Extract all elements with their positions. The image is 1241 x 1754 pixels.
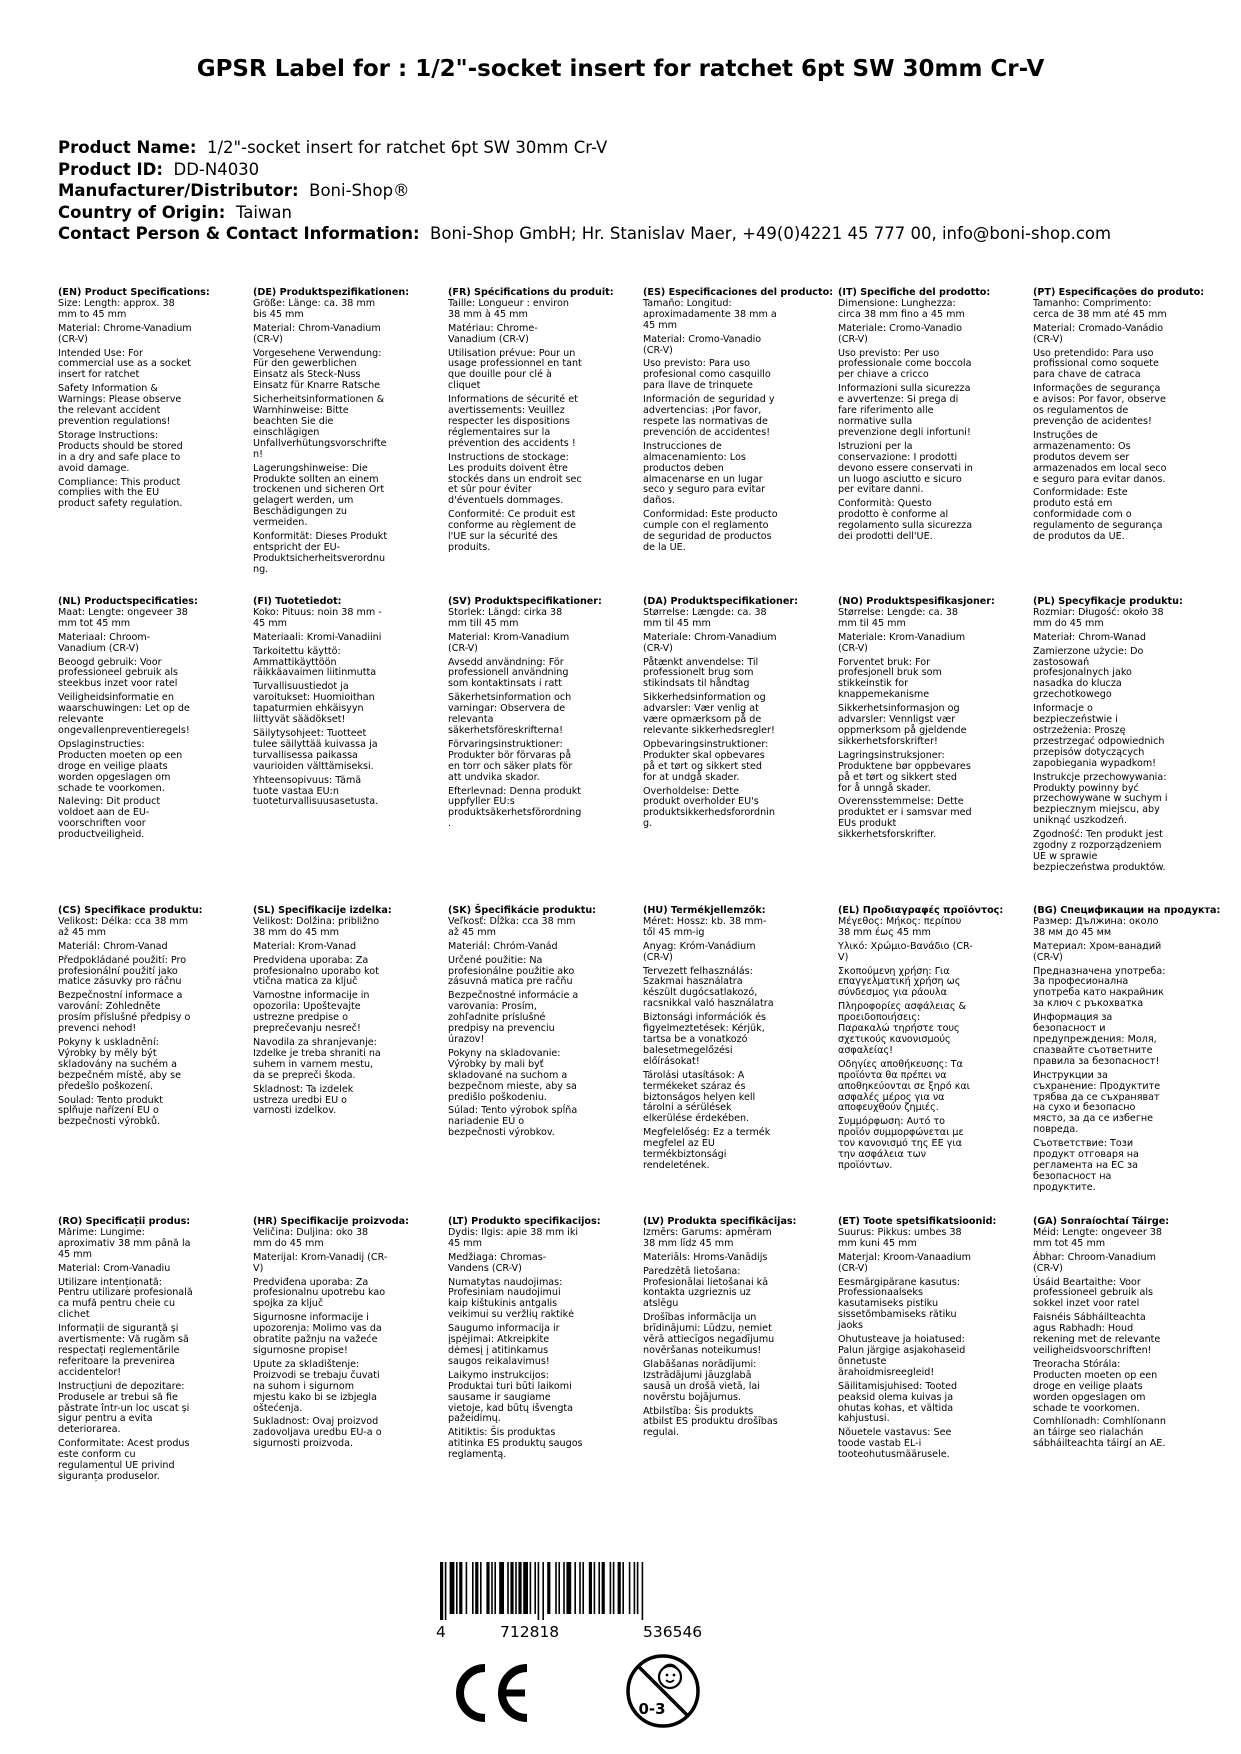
- spec-text: Intended Use: For commercial use as a socket insert for ratchet: [58, 347, 191, 381]
- spec-heading: (FI) Tuotetiedot:: [253, 596, 342, 607]
- spec-text: Uso pretendido: Para uso profissional como soquete para chave de catraca: [1033, 347, 1159, 381]
- spec-text: Materiaali: Kromi-Vanadiini: [253, 631, 382, 643]
- spec-block: [58, 1217, 193, 1486]
- spec-block: [448, 596, 602, 833]
- spec-heading: (PL) Specyfikacje produktu:: [1033, 596, 1183, 607]
- barcode-bar: [629, 1562, 631, 1614]
- spec-text: Sigurnosne informacije i upozorenja: Molimo vas da obratite pažnju na važeće sigurnosne propise!: [253, 1312, 382, 1356]
- spec-text: Material: Chrome-Vanadium (CR-V): [58, 322, 192, 345]
- spec-text: Predvidena uporaba: Za profesionalno uporabo kot vtična matica za ključ: [253, 954, 379, 988]
- barcode-bar: [518, 1562, 521, 1614]
- spec-text: Pokyny na skladovanie: Výrobky by mali byť skladované na suchom a bezpečnom mieste, aby sa predišlo poškodeniu.: [448, 1047, 577, 1103]
- spec-heading: (NO) Produktspesifikasjoner:: [838, 596, 995, 607]
- barcode-left-digits: 712818: [500, 1623, 560, 1641]
- spec-text: Sicherheitsinformationen & Warnhinweise: Bitte beachten Sie die einschlägigen Unfallverhütungsvorschriften!: [253, 394, 387, 460]
- spec-text: Size: Length: approx. 38 mm to 45 mm: [58, 297, 175, 320]
- spec-block: [253, 905, 392, 1120]
- spec-text: Beoogd gebruik: Voor professioneel gebruik als steekbus inzet voor ratel: [58, 656, 179, 690]
- contact-value: Boni-Shop GmbH; Hr. Stanislav Maer, +49(0)4221 45 777 00, info@boni-shop.com: [430, 224, 1112, 243]
- spec-text: Treoracha Stórála: Producten moeten op een droge en veilige plaats worden opgeslagen om schade te voorkomen.: [1033, 1358, 1158, 1414]
- spec-text: Opbevaringsinstruktioner: Produkter skal opbevares på et tørt og sikkert sted for at undgå skader.: [643, 738, 769, 783]
- spec-text: Informações de segurança e avisos: Por favor, observe os regulamentos de prevenção de acidentes!: [1033, 383, 1166, 427]
- spec-text: Méret: Hossz: kb. 38 mm-től 45 mm-ig: [643, 915, 767, 938]
- country-row: [58, 202, 1111, 224]
- barcode-bar: [459, 1562, 462, 1614]
- spec-text: Izmērs: Garums: apmēram 38 mm līdz 45 mm: [643, 1226, 772, 1249]
- barcode-bar: [555, 1562, 557, 1614]
- manufacturer-label: Manufacturer/Distributor:: [58, 181, 299, 200]
- spec-text: Safety Information & Warnings: Please observe the relevant accident prevention regulations!: [58, 383, 182, 427]
- spec-text: Conformità: Questo prodotto è conforme al regolamento sulla sicurezza dei prodotti dell'UE.: [838, 498, 973, 543]
- spec-text: Instrucțiuni de depozitare: Produsele ar trebui să fie păstrate într-un loc uscat și sigur pentru a evita deteriorarea.: [58, 1380, 190, 1436]
- barcode-bar: [534, 1562, 536, 1614]
- spec-text: Materiál: Chrom-Vanad: [58, 940, 168, 952]
- ce-mark-icon: [451, 1662, 533, 1724]
- spec-text: Größe: Länge: ca. 38 mm bis 45 mm: [253, 297, 376, 320]
- spec-text: Soulad: Tento produkt splňuje nařízení EU o bezpečnosti výrobků.: [58, 1094, 164, 1128]
- spec-block: [838, 905, 1004, 1175]
- spec-block: [838, 287, 991, 546]
- spec-text: Υλικό: Χρώμιο-Βανάδιο (CR-V): [838, 940, 973, 963]
- barcode-bar: [582, 1562, 584, 1614]
- spec-text: Συμμόρφωση: Αυτό το προϊόν συμμορφώνεται με τον κανονισμό της ΕΕ για την ασφάλεια των προϊόντων.: [838, 1116, 964, 1171]
- spec-text: Avsedd användning: För professionell användning som kontaktinsats i ratt: [448, 656, 569, 690]
- spec-text: Veľkosť: Dĺžka: cca 38 mm až 45 mm: [448, 915, 576, 938]
- spec-text: Lagerungshinweise: Die Produkte sollten an einem trockenen und sicheren Ort gelagert werden, um Beschädigungen zu vermeiden.: [253, 462, 385, 529]
- spec-text: Storlek: Längd: cirka 38 mm till 45 mm: [448, 606, 563, 629]
- barcode-right-digits: 536546: [643, 1623, 703, 1641]
- spec-text: Tamaño: Longitud: aproximadamente 38 mm a 45 mm: [643, 297, 777, 331]
- spec-text: Utilizare intenționată: Pentru utilizare profesională ca mufă pentru cheie cu clichet: [58, 1276, 193, 1321]
- barcode-bar: [579, 1562, 581, 1614]
- spec-text: Taille: Longueur : environ 38 mm à 45 mm: [448, 297, 569, 320]
- spec-text: Paredzētā lietošana: Profesionālai lietošanai kā kontakta uzgrieznis uz atslēgu: [643, 1265, 769, 1310]
- spec-text: Ohutusteave ja hoiatused: Palun järgige asjakohaseid õnnetuste ärahoidmisreegleid!: [838, 1334, 966, 1378]
- spec-text: Overensstemmelse: Dette produktet er i samsvar med EUs produkt sikkerhetsforskrifter.: [838, 796, 972, 841]
- spec-block: [1033, 905, 1221, 1197]
- spec-text: Saugumo informacija ir įspėjimai: Atkreipkite dėmesį į atitinkamus saugos reikalavimus!: [448, 1323, 560, 1367]
- spec-heading: (ET) Toote spetsifikatsioonid:: [838, 1216, 997, 1227]
- spec-heading: (LV) Produkta specifikācijas:: [643, 1216, 797, 1227]
- spec-text: Numatytas naudojimas: Profesiniam naudojimui kaip kištukinis antgalis veikimui su veržlių raktikė: [448, 1276, 575, 1321]
- spec-heading: (DE) Produktspezifikationen:: [253, 287, 410, 298]
- spec-text: Material: Cromo-Vanadio (CR-V): [643, 333, 762, 356]
- spec-text: Tamanho: Comprimento: cerca de 38 mm até 45 mm: [1033, 297, 1167, 320]
- age-range-text: 0-3: [638, 1700, 666, 1718]
- barcode-bar: [642, 1562, 644, 1620]
- spec-block: [448, 287, 614, 557]
- spec-text: Materiale: Chrom-Vanadium (CR-V): [643, 631, 777, 654]
- barcode-lead-digit: 4: [436, 1623, 446, 1641]
- spec-text: Material: Krom-Vanad: [253, 940, 357, 952]
- spec-text: Størrelse: Længde: ca. 38 mm til 45 mm: [643, 606, 767, 629]
- contact-label: Contact Person & Contact Information:: [58, 224, 420, 243]
- spec-text: Conformidad: Este producto cumple con el reglamento de seguridad de productos de la UE.: [643, 509, 778, 553]
- spec-text: Istruzioni per la conservazione: I prodotti devono essere conservati in un luogo asciutto e sicuro per evitare danni.: [838, 440, 973, 496]
- spec-text: Información de seguridad y advertencias: ¡Por favor, respete las normativas de prevención de accidentes!: [643, 394, 775, 438]
- spec-text: Materiál: Chróm-Vanád: [448, 940, 558, 952]
- spec-text: Glabāšanas norādījumi: Izstrādājumi jāuzglabā sausā un drošā vietā, lai novērstu bojājumus.: [643, 1358, 760, 1403]
- spec-block: [1033, 1217, 1168, 1453]
- spec-heading: (HR) Specifikacije proizvoda:: [253, 1216, 409, 1227]
- spec-text: Informacje o bezpieczeństwie i ostrzeżenia: Proszę przestrzegać odpowiednich przepisów dotyczących zapobiegania wypadkom!: [1033, 703, 1165, 769]
- barcode-bar: [613, 1562, 615, 1614]
- spec-text: Megfelelőség: Ez a termék megfelel az EU termékbiztonsági rendeletének.: [643, 1127, 771, 1171]
- spec-text: Съответствие: Този продукт отговаря на регламента на ЕС за безопасност на продуктите.: [1033, 1138, 1139, 1193]
- country-label: Country of Origin:: [58, 202, 226, 222]
- spec-text: Atbilstība: Šis produkts atbilst ES produktu drošības regulai.: [643, 1405, 778, 1439]
- spec-text: Upute za skladištenje: Proizvodi se trebaju čuvati na suhom i sigurnom mjestu kako bi se izbjegla oštećenja.: [253, 1358, 380, 1414]
- spec-text: Размер: Дължина: около 38 мм до 45 мм: [1033, 915, 1159, 938]
- spec-text: Medžiaga: Chromas-Vandens (CR-V): [448, 1251, 547, 1274]
- barcode: [440, 1562, 717, 1620]
- spec-text: Materiał: Chrom-Wanad: [1033, 631, 1146, 643]
- barcode-bar: [456, 1562, 458, 1614]
- spec-text: Atitiktis: Šis produktas atitinka ES produktų saugos reglamentą.: [448, 1427, 583, 1461]
- spec-text: Material: Chrom-Vanadium (CR-V): [253, 322, 381, 345]
- spec-text: Informazioni sulla sicurezza e avvertenze: Si prega di fare riferimento alle normative sulla prevenzione degli infortuni!: [838, 383, 971, 438]
- spec-text: Koko: Pituus: noin 38 mm - 45 mm: [253, 606, 382, 629]
- spec-text: Mărime: Lungime: aproximativ 38 mm până la 45 mm: [58, 1226, 191, 1260]
- spec-heading: (SL) Specifikacije izdelka:: [253, 905, 392, 916]
- barcode-bar: [594, 1562, 596, 1614]
- spec-text: Οδηγίες αποθήκευσης: Τα προϊόντα θα πρέπει να αποθηκεύονται σε ξηρό και ασφαλές μέρος για να αποφευχθούν ζημιές.: [838, 1058, 970, 1114]
- spec-block: [58, 287, 210, 513]
- spec-text: Størrelse: Lengde: ca. 38 mm til 45 mm: [838, 606, 958, 629]
- spec-heading: (DA) Produktspecifikationer:: [643, 596, 798, 607]
- spec-text: Tárolási utasítások: A termékeket száraz és biztonságos helyen kell tárolni a sérülések elkerülése érdekében.: [643, 1069, 756, 1125]
- manufacturer-value: Boni-Shop®: [309, 181, 410, 200]
- barcode-bar: [450, 1562, 455, 1614]
- spec-text: Säilitamisjuhised: Tooted peaksid olema kuivas ja ohutas kohas, et vältida kahjustusi.: [838, 1380, 958, 1425]
- spec-text: Materjal: Kroom-Vanaadium (CR-V): [838, 1251, 971, 1274]
- spec-text: Eesmärgipärane kasutus: Professionaalseks kasutamiseks pistiku sissetõmbamiseks rätiku jaoks: [838, 1276, 960, 1332]
- barcode-bar: [499, 1562, 504, 1614]
- barcode-bar: [472, 1562, 474, 1614]
- barcode-bar: [530, 1562, 532, 1614]
- spec-text: Uso previsto: Per uso professionale come boccola per chiave a cricco: [838, 347, 972, 381]
- spec-text: Μέγεθος: Μήκος: περίπου 38 mm έως 45 mm: [838, 915, 962, 938]
- spec-text: Turvallisuustiedot ja varoitukset: Huomioithan tapaturmien ehkäisyyn liittyvät säädökset!: [253, 681, 375, 726]
- spec-text: Matériau: Chrome-Vanadium (CR-V): [448, 322, 538, 345]
- spec-text: Velikost: Dolžina: približno 38 mm do 45 mm: [253, 915, 380, 938]
- spec-block: [643, 1216, 797, 1442]
- spec-heading: (RO) Specificații produs:: [58, 1216, 191, 1227]
- barcode-bar: [558, 1562, 560, 1614]
- spec-text: Comhlíonadh: Comhlíonann an táirge seo rialachán sábháilteachta táirgí an AE.: [1033, 1416, 1166, 1450]
- product-id-row: [58, 159, 1111, 181]
- not-for-children-0-3-icon: [624, 1652, 702, 1730]
- barcode-bar: [523, 1562, 528, 1614]
- barcode-bar: [445, 1562, 447, 1620]
- spec-text: Anyag: Króm-Vanádium (CR-V): [643, 940, 756, 963]
- spec-text: Tarkoitettu käyttö: Ammattikäyttöön räikkäavaimen liitinmutta: [253, 645, 377, 679]
- spec-text: Πληροφορίες ασφάλειας & προειδοποιήσεις: Παρακαλώ τηρήστε τους σχετικούς κανονισμούς ασφαλείας!: [838, 1001, 966, 1056]
- manufacturer-row: [58, 180, 1111, 202]
- spec-text: Opslaginstructies: Producten moeten op een droge en veilige plaats worden opgeslagen om schade te voorkomen.: [58, 738, 183, 794]
- spec-text: Инструкции за съхранение: Продуктите трябва да се съхраняват на сухо и безопасно място, за да се избегне повреда.: [1033, 1069, 1161, 1136]
- spec-text: Material: Krom-Vanadium (CR-V): [448, 631, 570, 654]
- spec-text: Předpokládané použití: Pro profesionální použití jako matice zásuvky pro ráčnu: [58, 954, 187, 988]
- spec-text: Material: Cromado-Vanádio (CR-V): [1033, 322, 1164, 345]
- spec-text: Информация за безопасност и предупреждения: Моля, спазвайте съответните правила за безопасност!: [1033, 1012, 1160, 1067]
- spec-heading: (HU) Termékjellemzők:: [643, 905, 766, 916]
- spec-text: Materiale: Cromo-Vanadio (CR-V): [838, 322, 963, 345]
- barcode-bar: [634, 1562, 636, 1614]
- spec-text: Méid: Lengte: ongeveer 38 mm tot 45 mm: [1033, 1226, 1163, 1249]
- spec-heading: (NL) Productspecificaties:: [58, 596, 198, 607]
- spec-text: Informations de sécurité et avertissements: Veuillez respecter les dispositions réglementaires sur la prévention des accidents !: [448, 394, 578, 449]
- spec-block: [58, 905, 203, 1131]
- spec-text: Veličina: Duljina: oko 38 mm do 45 mm: [253, 1226, 369, 1249]
- product-id-label: Product ID:: [58, 159, 163, 179]
- spec-text: Instrucciones de almacenamiento: Los productos deben almacenarse en un lugar seco y seguro para evitar daños.: [643, 440, 766, 507]
- barcode-bar: [486, 1562, 489, 1614]
- spec-text: Storage Instructions: Products should be stored in a dry and safe place to avoid damage.: [58, 429, 183, 474]
- spec-text: Предназначена употреба: За професионална употреба като накрайник за ключ с ръкохватка: [1033, 965, 1166, 1010]
- spec-text: Σκοπούμενη χρήση: Για επαγγελματική χρήση ως σύνδεσμος για ράουλα: [838, 965, 961, 999]
- spec-text: Material: Crom-Vanadiu: [58, 1262, 171, 1274]
- spec-block: [643, 906, 778, 1175]
- barcode-bar: [563, 1562, 565, 1614]
- spec-text: Säilytysohjeet: Tuotteet tulee säilyttää kuivassa ja turvallisessa paikassa vaurioiden välttämiseksi.: [253, 727, 378, 772]
- barcode-bar: [618, 1562, 621, 1614]
- spec-text: Materiale: Krom-Vanadium (CR-V): [838, 631, 966, 654]
- spec-text: Förvaringsinstruktioner: Produkter bör förvaras på en torr och säker plats för att undvika skador.: [448, 738, 573, 783]
- spec-text: Efterlevnad: Denna produkt uppfyller EU:s produktsäkerhetsförordning.: [448, 785, 582, 830]
- barcode-bar: [494, 1562, 496, 1614]
- spec-block: [253, 597, 388, 811]
- spec-text: Compliance: This product complies with the EU product safety regulation.: [58, 476, 183, 510]
- spec-text: Materiaal: Chroom-Vanadium (CR-V): [58, 631, 151, 654]
- spec-text: Určené použitie: Na profesionálne použitie ako zásuvná matica pre račňu: [448, 954, 575, 988]
- barcode-bar: [480, 1562, 482, 1614]
- spec-text: Overholdelse: Dette produkt overholder EU's produktsikkerhedsforordning.: [643, 785, 775, 830]
- barcode-bar: [475, 1562, 478, 1614]
- spec-text: Biztonsági információk és figyelmeztetések: Kérjük, tartsa be a vonatkozó balesetmegelőzési előírásokat!: [643, 1012, 766, 1067]
- barcode-bar: [574, 1562, 576, 1614]
- spec-heading: (PT) Especificações do produto:: [1033, 287, 1205, 298]
- spec-text: Vorgesehene Verwendung: Für den gewerblichen Einsatz als Steck-Nuss Einsatz für Knarre Ratsche: [253, 347, 382, 392]
- spec-text: Pokyny k uskladnění: Výrobky by měly být skladovány na suchém a bezpečném místě, aby se předešlo poškození.: [58, 1036, 182, 1092]
- barcode-bar: [589, 1562, 592, 1614]
- spec-text: Uso previsto: Para uso profesional como casquillo para llave de trinquete: [643, 358, 771, 392]
- barcode-bar: [491, 1562, 493, 1614]
- barcode-bar: [622, 1562, 624, 1614]
- spec-text: Laikymo instrukcijos: Produktai turi būti laikomi sausame ir saugiame vietoje, kad būtų išvengta pažeidimų.: [448, 1369, 574, 1425]
- spec-block: [448, 1216, 601, 1464]
- spec-text: Yhteensopivuus: Tämä tuote vastaa EU:n tuoteturvallisuusasetusta.: [253, 774, 379, 808]
- spec-text: Материал: Хром-ванадий (CR-V): [1033, 940, 1162, 963]
- spec-text: Säkerhetsinformation och varningar: Observera de relevanta säkerhetsföreskrifterna!: [448, 692, 572, 736]
- country-value: Taiwan: [235, 202, 292, 222]
- spec-heading: (ES) Especificaciones del producto:: [643, 287, 834, 298]
- page-title: GPSR Label for : 1/2"-socket insert for ratchet 6pt SW 30mm Cr-V: [196, 56, 1045, 82]
- barcode-bar: [538, 1562, 540, 1620]
- product-info: [58, 137, 1111, 245]
- spec-text: Suurus: Pikkus: umbes 38 mm kuni 45 mm: [838, 1226, 962, 1249]
- spec-text: Varnostne informacije in opozorila: Upoštevajte ustrezne predpise o preprečevanju nesreč!: [253, 990, 370, 1035]
- spec-text: Skladnost: Ta izdelek ustreza uredbi EU o varnosti izdelkov.: [253, 1083, 354, 1117]
- spec-text: Velikost: Délka: cca 38 mm až 45 mm: [58, 915, 189, 938]
- spec-heading: (EN) Product Specifications:: [58, 287, 210, 298]
- product-name-value: 1/2"-socket insert for ratchet 6pt SW 30mm Cr-V: [206, 138, 608, 157]
- contact-row: [58, 223, 1111, 245]
- spec-heading: (EL) Προδιαγραφές προϊόντος:: [838, 905, 1004, 916]
- spec-block: [838, 1216, 997, 1464]
- barcode-bar: [515, 1562, 517, 1614]
- spec-block: [58, 596, 198, 844]
- product-name-row: [58, 137, 1111, 159]
- spec-text: Lagringsinstruksjoner: Produktene bør oppbevares på et tørt og sikkert sted for å unngå skader.: [838, 749, 971, 794]
- barcode-bar: [602, 1562, 605, 1614]
- spec-heading: (BG) Спецификации на продукта:: [1033, 905, 1221, 916]
- spec-text: Bezpečnostní informace a varování: Zohledněte prosím příslušné předpisy o prevenci nehod!: [58, 990, 191, 1035]
- spec-heading: (LT) Produkto specifikacijos:: [448, 1216, 601, 1227]
- spec-text: Zamierzone użycie: Do zastosowań profesjonalnych jako nasadka do klucza grzechotkowego: [1033, 645, 1144, 701]
- spec-text: Instrukcje przechowywania: Produkty powinny być przechowywane w suchym i bezpiecznym miejscu, aby uniknąć uszkodzeń.: [1033, 771, 1168, 827]
- spec-block: [1033, 596, 1183, 877]
- spec-text: Nõuetele vastavus: See toode vastab EL-i tooteohutusmäärusele.: [838, 1427, 952, 1461]
- spec-text: Dimensione: Lunghezza: circa 38 mm fino a 45 mm: [838, 297, 965, 320]
- spec-text: Zgodność: Ten produkt jest zgodny z rozporządzeniem UE w sprawie bezpieczeństwa produktów.: [1033, 829, 1166, 873]
- barcode-bar: [566, 1562, 571, 1614]
- spec-text: Sukladnost: Ovaj proizvod zadovoljava uredbu EU-a o sigurnosti proizvoda.: [253, 1416, 382, 1450]
- spec-text: Maat: Lengte: ongeveer 38 mm tot 45 mm: [58, 606, 188, 629]
- spec-heading: (SK) Špecifikácie produktu:: [448, 905, 597, 916]
- spec-text: Navodila za shranjevanje: Izdelke je treba shraniti na suhem in varnem mestu, da se prepreči škoda.: [253, 1036, 381, 1081]
- barcode-bar: [440, 1562, 443, 1620]
- spec-block: [1033, 287, 1205, 546]
- spec-text: Conformitate: Acest produs este conform cu regulamentul UE privind siguranța produselor.: [58, 1438, 190, 1482]
- spec-text: Rozmiar: Długość: około 38 mm do 45 mm: [1033, 606, 1164, 629]
- spec-text: Súlad: Tento výrobok spĺňa nariadenie EÚ o bezpečnosti výrobkov.: [448, 1105, 578, 1139]
- barcode-bar: [507, 1562, 509, 1614]
- spec-text: Conformidade: Este produto está em conformidade com o regulamento de segurança de produtos da UE.: [1033, 487, 1163, 543]
- spec-text: Forventet bruk: For profesjonell bruk som stikkeinstik for knappemekanisme: [838, 656, 942, 701]
- barcode-bar: [547, 1562, 550, 1614]
- spec-heading: (IT) Specifiche del prodotto:: [838, 287, 991, 298]
- spec-text: Naleving: Dit product voldoet aan de EU-voorschriften voor productveiligheid.: [58, 796, 161, 841]
- spec-text: Konformität: Dieses Produkt entspricht der EU-Produktsicherheitsverordnung.: [253, 531, 388, 575]
- barcode-bar: [610, 1562, 612, 1614]
- spec-block: [838, 596, 995, 844]
- spec-text: Informații de siguranță și avertismente: Vă rugăm să respectați reglementările referitoare la prevenirea accidentelor!: [58, 1323, 189, 1378]
- spec-text: Úsáid Beartaithe: Voor professioneel gebruik als sokkel inzet voor ratel: [1033, 1276, 1154, 1310]
- spec-text: Ábhar: Chroom-Vanadium (CR-V): [1033, 1251, 1157, 1274]
- spec-text: Sikkerhedsinformation og advarsler: Vær venlig at være opmærksom på de relevante sikkerhedsregler!: [643, 692, 775, 736]
- spec-text: Materijal: Krom-Vanadij (CR-V): [253, 1251, 388, 1274]
- spec-text: Bezpečnostné informácie a varovania: Prosím, zohľadnite príslušné predpisy na prevenciu úrazov!: [448, 990, 579, 1045]
- spec-block: [643, 596, 798, 833]
- spec-text: Instruções de armazenamento: Os produtos devem ser armazenados em local seco e seguro para evitar danos.: [1033, 429, 1167, 485]
- spec-text: Materiāls: Hroms-Vanādijs: [643, 1251, 768, 1263]
- spec-text: Instructions de stockage: Les produits doivent être stockés dans un endroit sec et sûr pour éviter d'éventuels dommages.: [448, 451, 582, 507]
- spec-heading: (CS) Specifikace produktu:: [58, 905, 203, 916]
- spec-block: [448, 905, 597, 1142]
- barcode-bar: [598, 1562, 600, 1614]
- spec-block: [643, 287, 834, 557]
- spec-block: [253, 1216, 409, 1453]
- barcode-bar: [542, 1562, 544, 1620]
- spec-heading: (FR) Spécifications du produit:: [448, 287, 614, 298]
- spec-text: Predviđena uporaba: Za profesionalnu upotrebu kao spojka za ključ: [253, 1276, 386, 1310]
- spec-text: Tervezett felhasználás: Szakmai használatra készült dugócsatlakozó, racsnikkal való használatra: [643, 965, 774, 1010]
- spec-text: Faisnéis Sábháilteachta agus Rabhadh: Houd rekening met de relevante veiligheidsvoorschriften!: [1033, 1312, 1161, 1356]
- spec-text: Drošības informācija un brīdinājumi: Lūdzu, ņemiet vērā attiecīgos negadījumu novēršanas noteikumus!: [643, 1312, 775, 1356]
- spec-block: [253, 287, 410, 579]
- spec-text: Veiligheidsinformatie en waarschuwingen: Let op de relevante ongevallenpreventieregels!: [58, 692, 190, 736]
- spec-text: Påtænkt anvendelse: Til professionelt brug som stikindsats til håndtag: [643, 656, 759, 690]
- spec-heading: (SV) Produktspecifikationer:: [448, 596, 602, 607]
- spec-text: Conformité: Ce produit est conforme au règlement de l'UE sur la sécurité des produits.: [448, 509, 576, 553]
- product-name-label: Product Name:: [58, 138, 197, 157]
- spec-text: Dydis: Ilgis: apie 38 mm iki 45 mm: [448, 1226, 579, 1249]
- barcode-bar: [466, 1562, 468, 1614]
- product-id-value: DD-N4030: [173, 159, 260, 179]
- spec-text: Sikkerhetsinformasjon og advarsler: Vennligst vær oppmerksom på gjeldende sikkerhetsforskrifter!: [838, 703, 967, 747]
- barcode-bar: [510, 1562, 513, 1614]
- spec-heading: (GA) Sonraíochtaí Táirge:: [1033, 1216, 1170, 1227]
- barcode-bar: [637, 1562, 639, 1614]
- spec-text: Utilisation prévue: Pour un usage professionnel en tant que douille pour clé à cliquet: [448, 347, 582, 392]
